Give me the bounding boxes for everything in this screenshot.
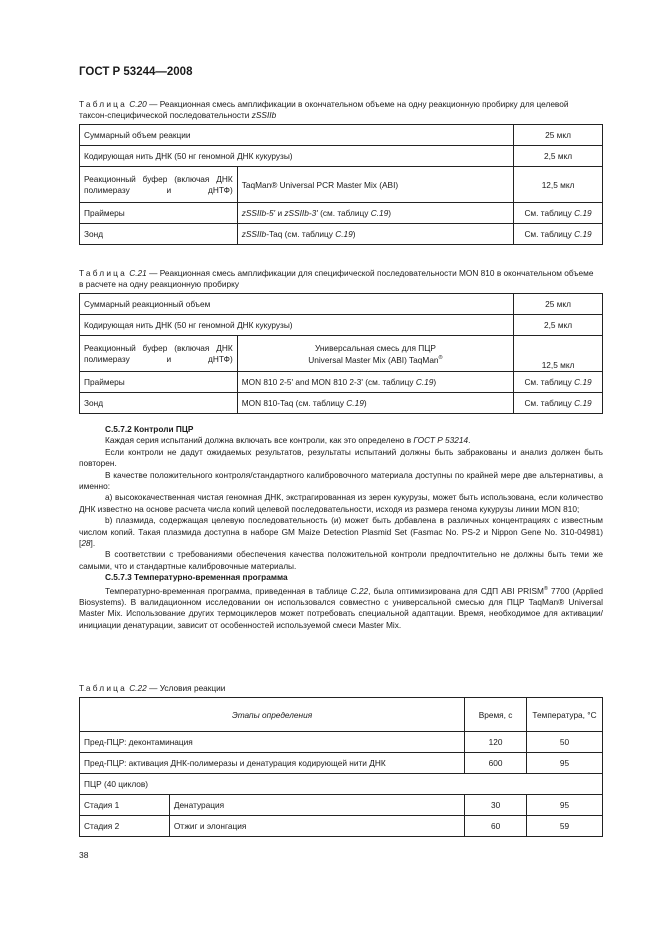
paragraph: а) высококачественная чистая геномная ДНК, экстрагированная из зерен кукурузы, может быть использована, если количество ДНК известно на основе расчета числа копий целевой последовательности, исходя из размера генома кукурузы линии MON 810; — [79, 492, 603, 514]
table-header-row: Этапы определения Время, с Температура, °С — [80, 698, 603, 732]
page-number: 38 — [79, 850, 89, 860]
paragraph: Каждая серия испытаний должна включать все контроли, как это определено в ГОСТ Р 53214. — [105, 435, 471, 446]
table-20 — [79, 124, 603, 245]
table-row: Зонд MON 810-Taq (см. таблицу С.19) См. таблицу С.19 — [80, 393, 603, 414]
paragraph: В соответствии с требованиями обеспечения качества положительной контроли предпочтительно не должны быть теми же самыми, что и стандартные калибровочные материалы. — [79, 549, 603, 571]
table-row: Стадия 1 Денатурация 30 95 — [80, 795, 603, 816]
table-row: Зонд zSSIIb-Taq (см. таблицу С.19) См. таблицу С.19 — [80, 224, 603, 245]
table-22-caption: Таблица С.22 — Условия реакции — [79, 683, 226, 693]
document-header: ГОСТ Р 53244—2008 — [79, 66, 193, 78]
section-body — [79, 424, 603, 631]
table-row: Реакционный буфер (включая ДНК полимеразу и дНТФ) Универсальная смесь для ПЦР Universal Master Mix (ABI) TaqMan® 12,5 мкл — [80, 336, 603, 372]
table-20-caption: Таблица С.20 — Реакционная смесь амплификации в окончательном объеме на одну реакционную пробирку для целевой таксон-специфической последовательности zSSIIb — [79, 99, 569, 120]
paragraph: b) плазмида, содержащая целевую последовательность (и) может быть добавлена в различных концентрациях с известным числом копий. Такая плазмида доступна в наборе GM Maize Detection Plasmid Set (Fasmac No. PS-2 и Nippon Gene No. 310-04981) [28]. — [79, 515, 603, 549]
table-row: Суммарный объем реакции 25 мкл — [80, 125, 603, 146]
table-row: Пред-ПЦР: активация ДНК-полимеразы и денатурация кодирующей нити ДНК 600 95 — [80, 753, 603, 774]
paragraph: Если контроли не дадут ожидаемых результатов, результаты испытаний должны быть забракованы и анализ должен быть повторен. — [79, 446, 603, 469]
table-row: Стадия 2 Отжиг и элонгация 60 59 — [80, 816, 603, 837]
table-21 — [79, 293, 603, 414]
table-22 — [79, 697, 603, 837]
table-row: Праймеры zSSIIb-5' и zSSIIb-3' (см. таблицу С.19) См. таблицу С.19 — [80, 203, 603, 224]
table-row: Праймеры MON 810 2-5' and MON 810 2-3' (см. таблицу С.19) См. таблицу С.19 — [80, 372, 603, 393]
paragraph: В качестве положительного контроля/стандартного калибровочного материала доступны по крайней мере две альтернативы, а именно: — [79, 469, 603, 492]
paragraph: Температурно-временная программа, приведенная в таблице С.22, была оптимизирована для СДП ABI PRISM® 7700 (Applied Biosystems). В валидационном исследовании он использовался совместно с универсальной смесью для ПЦР TaqMan® Universal Master Mix. Использование других термоциклеров может потребовать специальной адаптации. Время, необходимое для активации/инициации денатурации, зависит от особенностей используемой смеси Master Mix. — [79, 585, 603, 630]
table-row: Суммарный реакционный объем 25 мкл — [80, 294, 603, 315]
table-row: ПЦР (40 циклов) — [80, 774, 603, 795]
section-572-heading: С.5.7.2 Контроли ПЦР — [105, 424, 194, 434]
table-row: Реакционный буфер (включая ДНК полимеразу и дНТФ) TaqMan® Universal PCR Master Mix (ABI) 12,5 мкл — [80, 167, 603, 203]
table-row: Кодирующая нить ДНК (50 нг геномной ДНК кукурузы) 2,5 мкл — [80, 146, 603, 167]
table-21-caption: Таблица С.21 — Реакционная смесь амплификации для специфической последовательности MON 810 в окончательном объеме в расчете на одну реакционную пробирку — [79, 268, 594, 289]
section-573-heading: С.5.7.3 Температурно-временная программа — [105, 572, 288, 583]
table-row: Пред-ПЦР: деконтаминация 120 50 — [80, 732, 603, 753]
table-row: Кодирующая нить ДНК (50 нг геномной ДНК кукурузы) 2,5 мкл — [80, 315, 603, 336]
